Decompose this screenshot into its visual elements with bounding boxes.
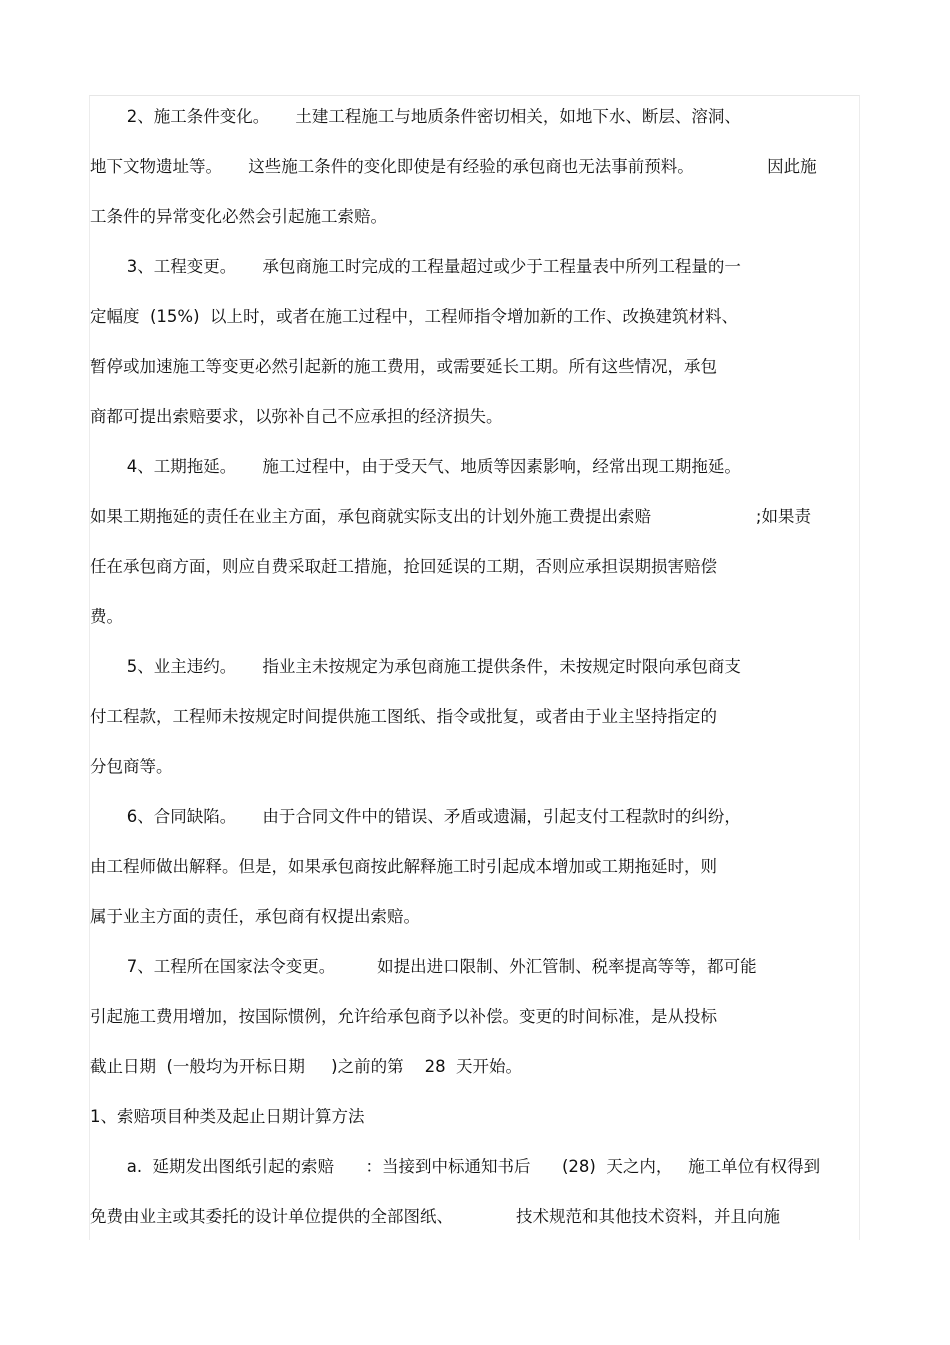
text-line: 3、工程变更。 承包商施工时完成的工程量超过或少于工程量表中所列工程量的一 — [90, 257, 741, 276]
text-line: 如果工期拖延的责任在业主方面，承包商就实际支出的计划外施工费提出索赔 ;如果责 — [90, 507, 811, 526]
text-line: 工条件的异常变化必然会引起施工索赔。 — [90, 207, 387, 226]
text-line: 分包商等。 — [90, 757, 173, 776]
text-line: 4、工期拖延。 施工过程中，由于受天气、地质等因素影响，经常出现工期拖延。 — [90, 457, 741, 476]
text-line: a. 延期发出图纸引起的索赔 ：当接到中标通知书后 (28) 天之内， 施工单位有权得到 — [90, 1157, 821, 1176]
text-line: 付工程款，工程师未按规定时间提供施工图纸、指令或批复，或者由于业主坚持指定的 — [90, 707, 717, 726]
text-line: 7、工程所在国家法令变更。 如提出进口限制、外汇管制、税率提高等等，都可能 — [90, 957, 757, 976]
text-line: 2、施工条件变化。 土建工程施工与地质条件密切相关，如地下水、断层、溶洞、 — [90, 107, 741, 126]
text-line: 引起施工费用增加，按国际惯例，允许给承包商予以补偿。变更的时间标准，是从投标 — [90, 1007, 717, 1026]
text-line: 5、业主违约。 指业主未按规定为承包商施工提供条件，未按规定时限向承包商支 — [90, 657, 741, 676]
text-line: 由工程师做出解释。但是，如果承包商按此解释施工时引起成本增加或工期拖延时，则 — [90, 857, 717, 876]
section-heading: 1、索赔项目种类及起止日期计算方法 — [90, 1107, 365, 1126]
text-line: 任在承包商方面，则应自费采取赶工措施，抢回延误的工期，否则应承担误期损害赔偿 — [90, 557, 717, 576]
text-line: 费。 — [90, 607, 123, 626]
text-line: 截止日期 (一般均为开标日期 )之前的第 28 天开始。 — [90, 1057, 523, 1076]
text-line: 商都可提出索赔要求，以弥补自己不应承担的经济损失。 — [90, 407, 503, 426]
text-line: 地下文物遗址等。 这些施工条件的变化即使是有经验的承包商也无法事前预料。 因此施 — [90, 157, 817, 176]
text-line: 免费由业主或其委托的设计单位提供的全部图纸、 技术规范和其他技术资料，并且向施 — [90, 1207, 780, 1226]
text-line: 属于业主方面的责任，承包商有权提出索赔。 — [90, 907, 420, 926]
text-line: 定幅度 (15%) 以上时，或者在施工过程中，工程师指令增加新的工作、改换建筑材料、 — [90, 307, 739, 326]
text-line: 暂停或加速施工等变更必然引起新的施工费用，或需要延长工期。所有这些情况，承包 — [90, 357, 717, 376]
text-line: 6、合同缺陷。 由于合同文件中的错误、矛盾或遗漏，引起支付工程款时的纠纷， — [90, 807, 741, 826]
